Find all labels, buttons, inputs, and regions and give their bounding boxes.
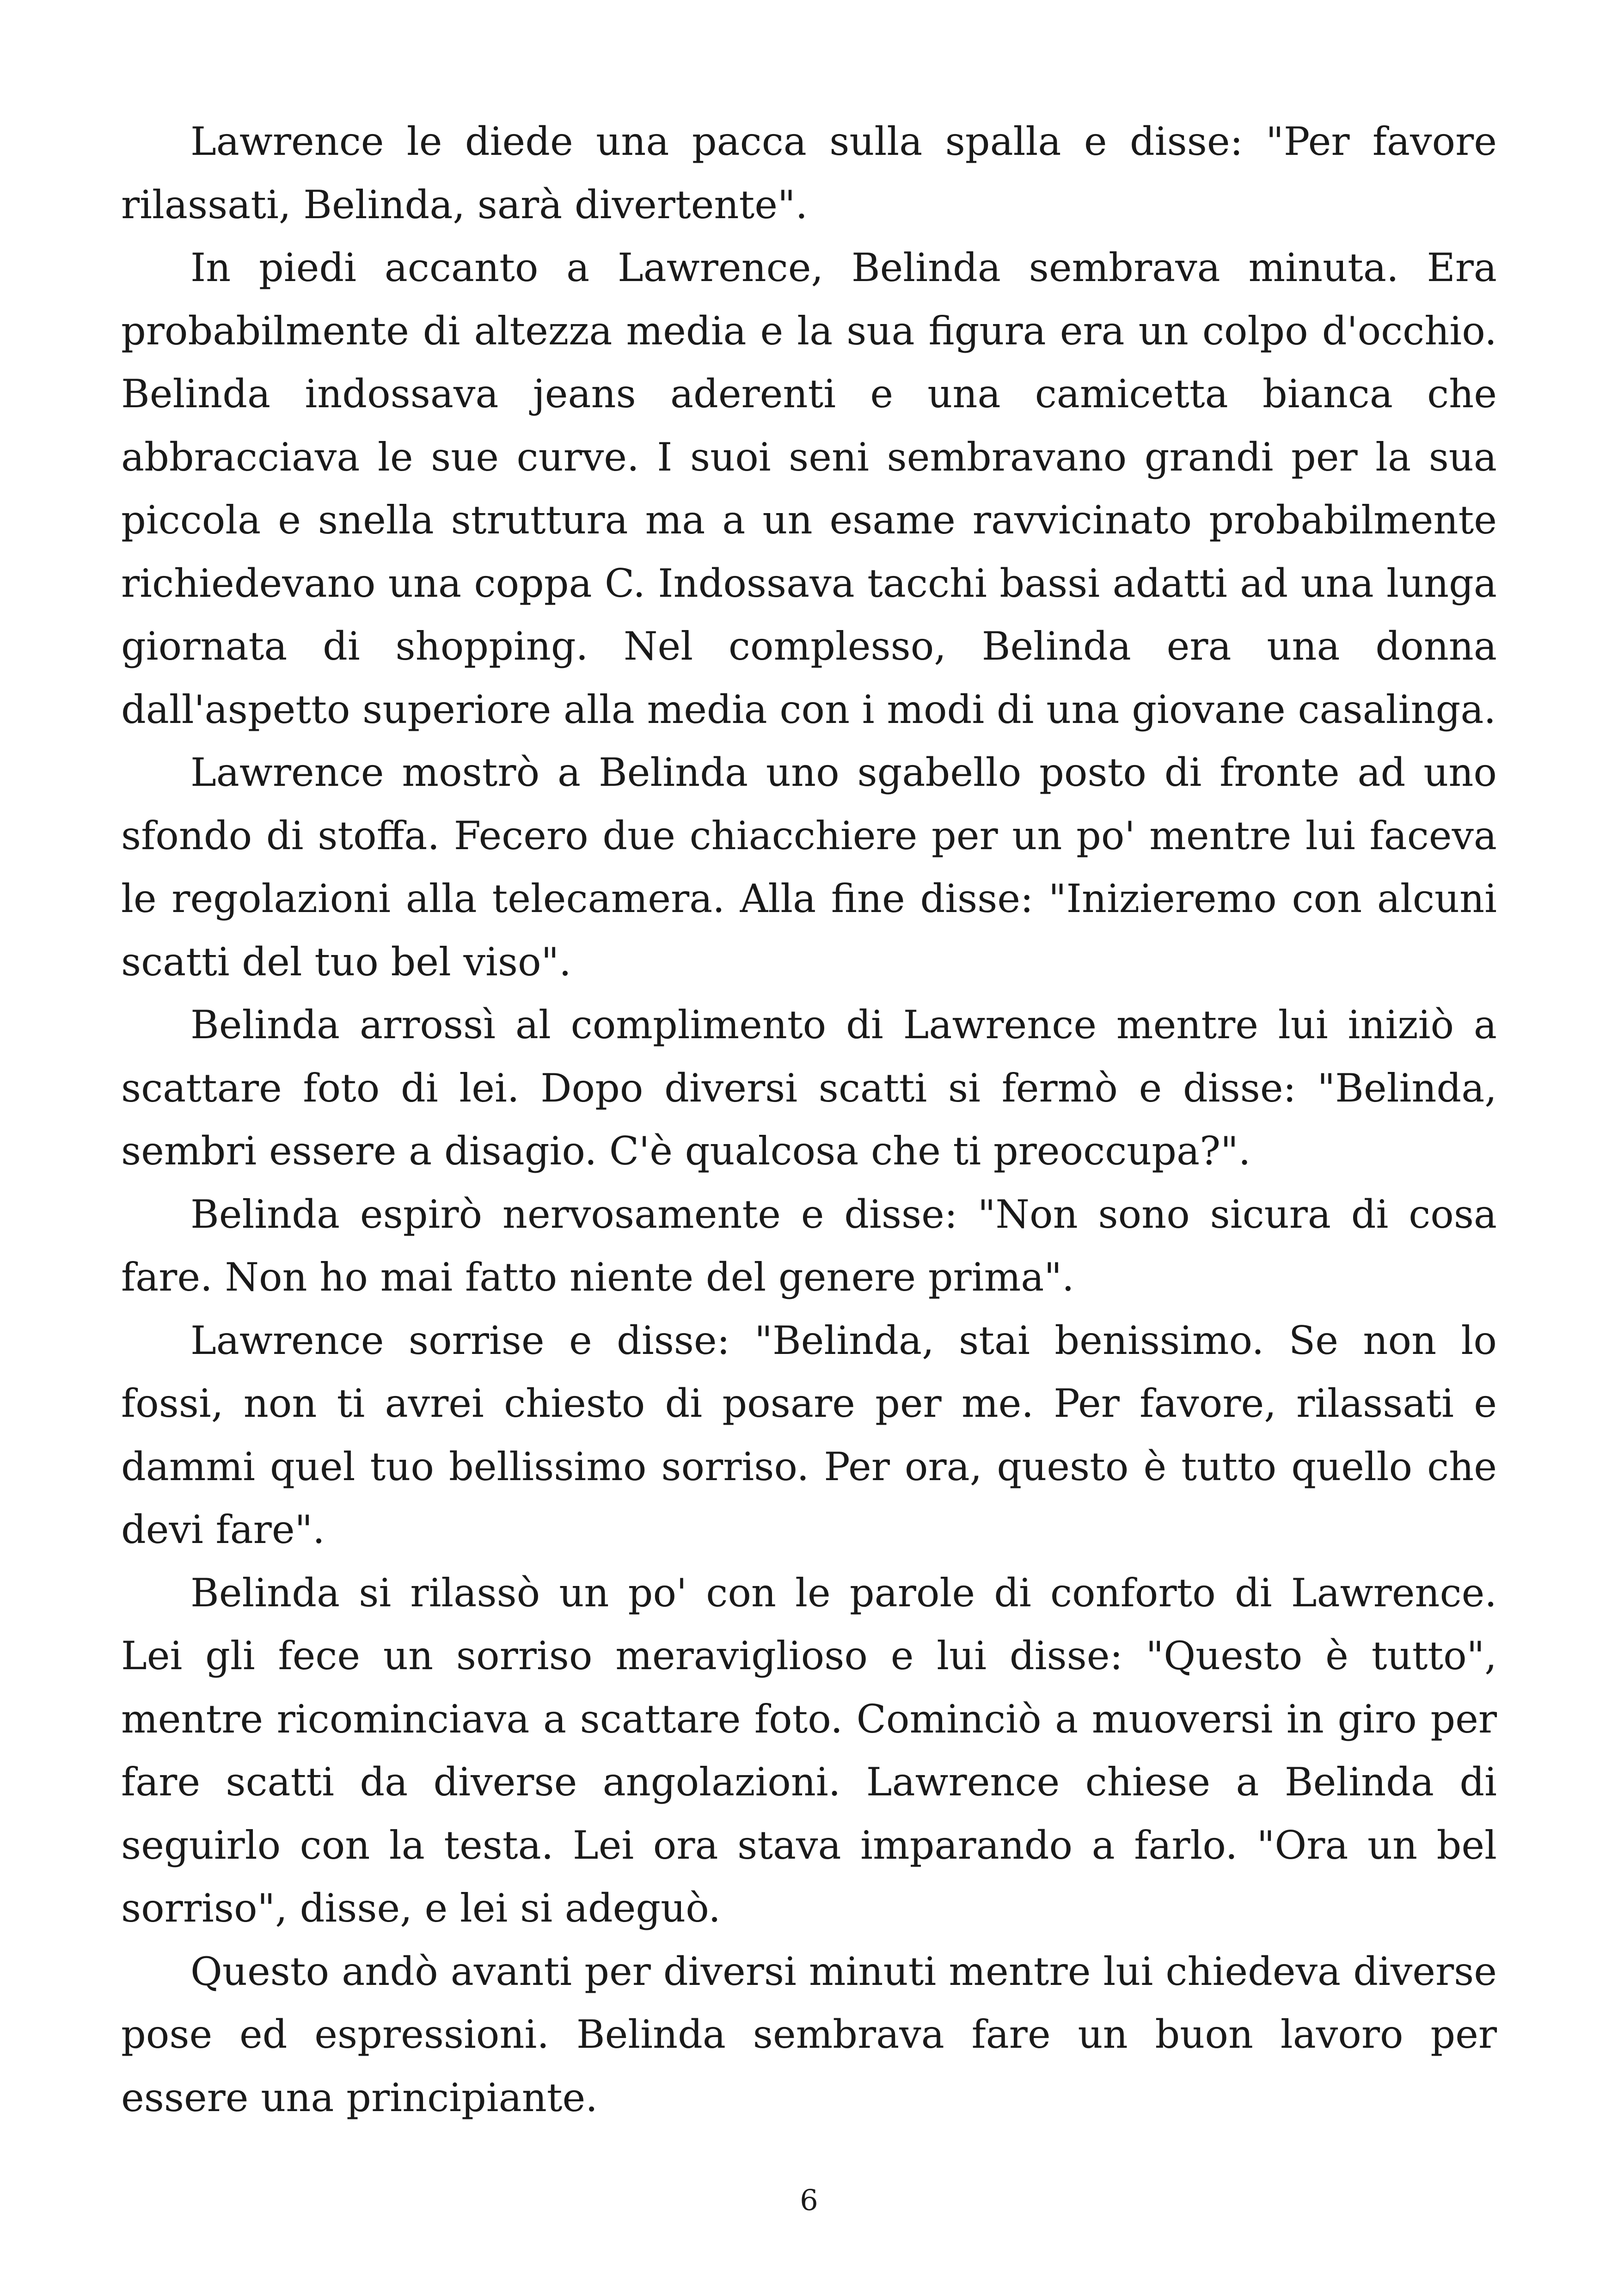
paragraph: Belinda espirò nervosamente e disse: "Non sono sicura di cosa fare. Non ho mai fatto niente del genere prima". bbox=[121, 1191, 1497, 1300]
page-number: 6 bbox=[800, 2183, 818, 2217]
paragraph: Belinda si rilassò un po' con le parole di conforto di Lawrence. Lei gli fece un sorriso meraviglioso e lui disse: "Questo è tutto", mentre ricominciava a scattare foto. Cominciò a muoversi in giro per fare scatti da diverse angolazioni. Lawrence chiese a Belinda di seguirlo con la testa. Lei ora stava imparando a farlo. "Ora un bel sorriso", disse, e lei si adeguò. bbox=[121, 1570, 1497, 1931]
paragraph: Lawrence mostrò a Belinda uno sgabello posto di fronte ad uno sfondo di stoffa. Fecero due chiacchiere per un po' mentre lui faceva le regolazioni alla telecamera. Alla fine disse: "Inizieremo con alcuni scatti del tuo bel viso". bbox=[121, 750, 1497, 985]
paragraph: Lawrence sorrise e disse: "Belinda, stai benissimo. Se non lo fossi, non ti avrei chiesto di posare per me. Per favore, rilassati e dammi quel tuo bellissimo sorriso. Per ora, questo è tutto quello che devi fare". bbox=[121, 1317, 1497, 1552]
body-text bbox=[121, 110, 1497, 2129]
paragraph: In piedi accanto a Lawrence, Belinda sembrava minuta. Era probabilmente di altezza media e la sua figura era un colpo d'occhio. Belinda indossava jeans aderenti e una camicetta bianca che abbracciava le sue curve. I suoi seni sembravano grandi per la sua piccola e snella struttura ma a un esame ravvicinato probabilmente richiedevano una coppa C. Indossava tacchi bassi adatti ad una lunga giornata di shopping. Nel complesso, Belinda era una donna dall'aspetto superiore alla media con i modi di una giovane casalinga. bbox=[121, 245, 1497, 732]
paragraph: Questo andò avanti per diversi minuti mentre lui chiedeva diverse pose ed espressioni. Belinda sembrava fare un buon lavoro per essere una principiante. bbox=[121, 1948, 1497, 2120]
paragraph: Belinda arrossì al complimento di Lawrence mentre lui iniziò a scattare foto di lei. Dopo diversi scatti si fermò e disse: "Belinda, sembri essere a disagio. C'è qualcosa che ti preoccupa?". bbox=[121, 1002, 1497, 1174]
paragraph: Lawrence le diede una pacca sulla spalla e disse: "Per favore rilassati, Belinda, sarà divertente". bbox=[121, 119, 1497, 227]
